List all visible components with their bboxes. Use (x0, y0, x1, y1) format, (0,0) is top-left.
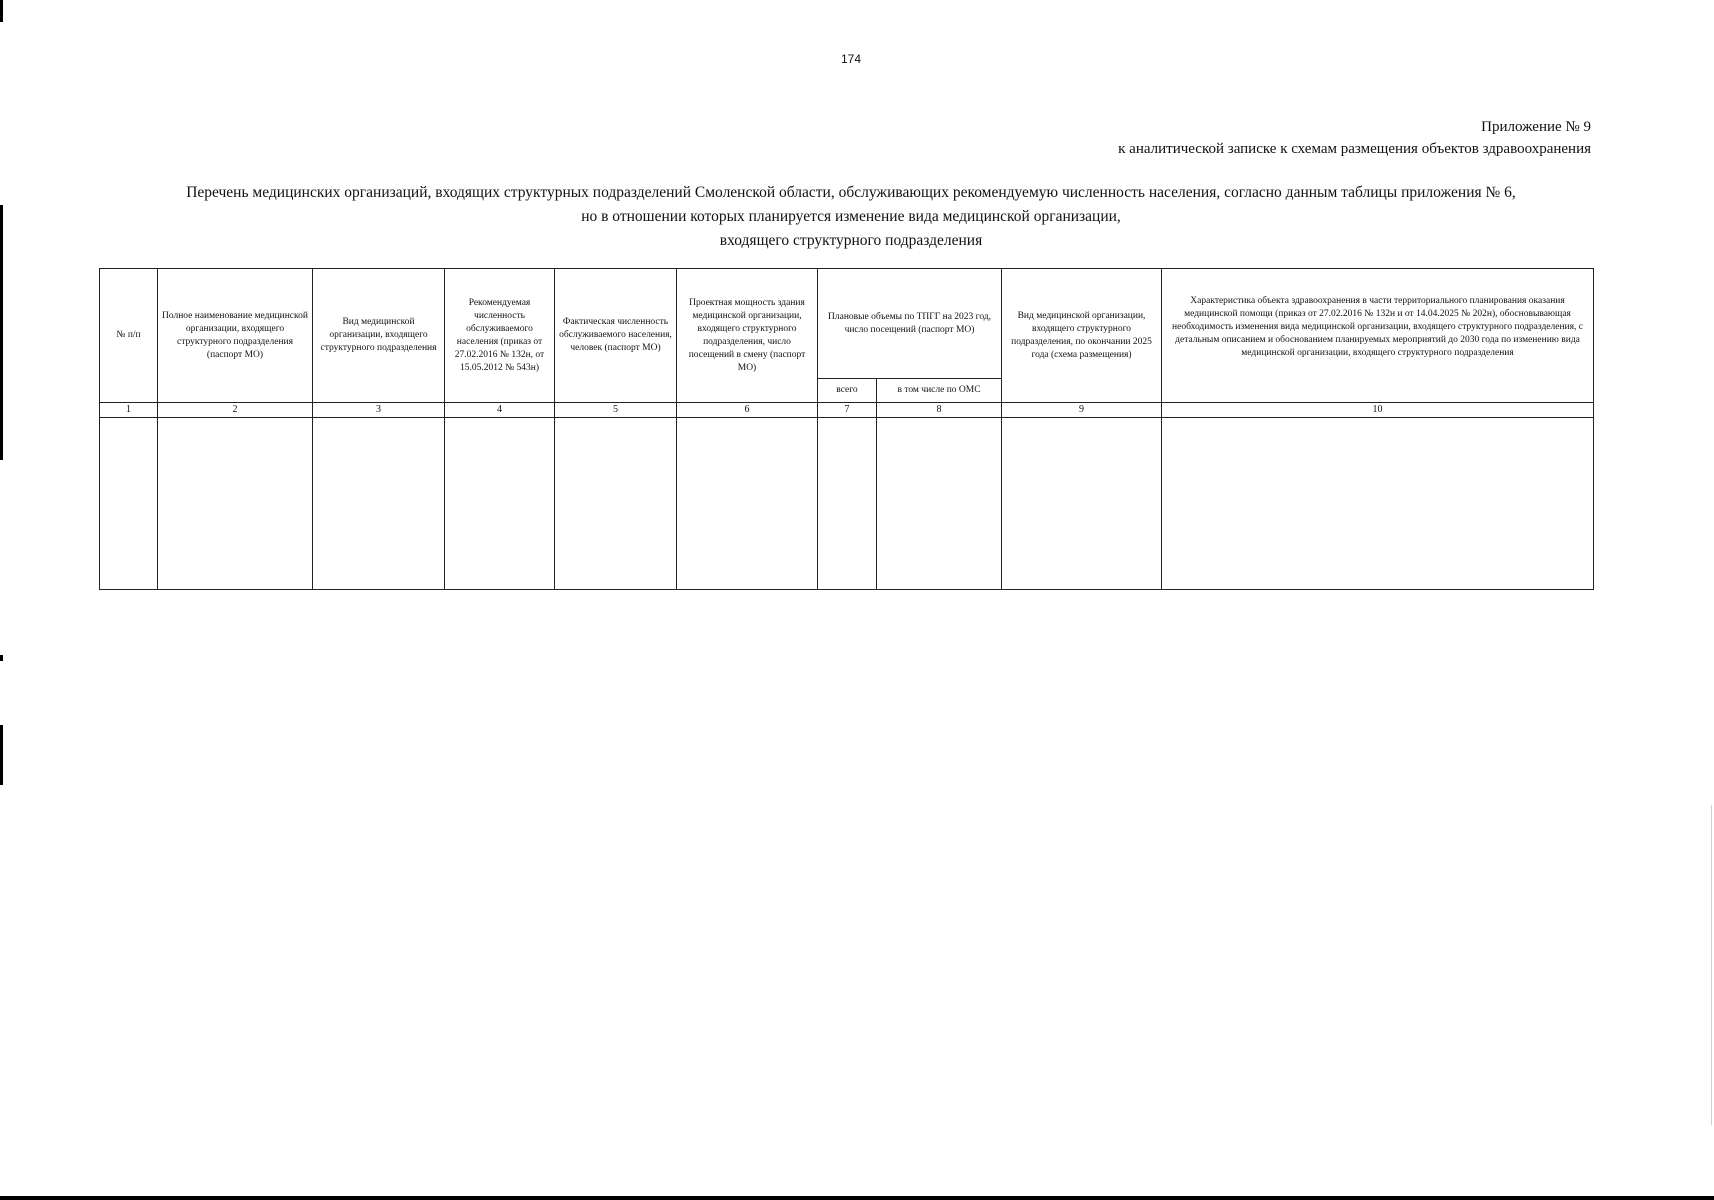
header-col-9: Вид медицинской организации, входящего структурного подразделения, по окончании 2025 года (схема размещения) (1002, 269, 1162, 403)
table-cell (818, 418, 877, 590)
scan-artifact-mark (0, 655, 3, 661)
scan-bottom-edge (0, 1196, 1714, 1200)
header-col-3: Вид медицинской организации, входящего структурного подразделения (313, 269, 445, 403)
column-number: 4 (445, 403, 555, 418)
header-col-10: Характеристика объекта здравоохранения в части территориального планирования оказания медицинской помощи (приказ от 27.02.2016 № 132н и от 14.04.2025 № 202н), обосновывающая необходимость изменения вида медицинской организации, входящего структурного подразделения, с детальным описанием и обоснованием планируемых мероприятий до 2030 года по изменению вида медицинской организации, входящего структурного подразделения (1162, 269, 1594, 403)
column-number: 8 (877, 403, 1002, 418)
column-number: 1 (100, 403, 158, 418)
column-number: 9 (1002, 403, 1162, 418)
table-row (100, 418, 1594, 590)
column-numbers-row (100, 403, 1594, 418)
appendix-subtitle: к аналитической записке к схемам размещения объектов здравоохранения (1118, 141, 1591, 157)
header-col-7-8-group: Плановые объемы по ТПГГ на 2023 год, число посещений (паспорт МО) (818, 269, 1002, 379)
table-cell (877, 418, 1002, 590)
scan-artifact-mark (0, 725, 3, 785)
page-number: 174 (840, 52, 862, 66)
table-cell (445, 418, 555, 590)
appendix-note (1118, 116, 1591, 160)
table-cell (100, 418, 158, 590)
header-col-2: Полное наименование медицинской организации, входящего структурного подразделения (паспорт МО) (158, 269, 313, 403)
header-col-6: Проектная мощность здания медицинской организации, входящего структурного подразделения, число посещений в смену (паспорт МО) (677, 269, 818, 403)
column-number: 2 (158, 403, 313, 418)
organizations-table (99, 268, 1594, 590)
column-number: 10 (1162, 403, 1594, 418)
table-cell (1002, 418, 1162, 590)
scan-artifact-line (1711, 805, 1712, 1125)
header-col-7: всего (818, 379, 877, 403)
column-number: 7 (818, 403, 877, 418)
appendix-label: Приложение № 9 (1481, 119, 1591, 135)
header-col-8: в том числе по ОМС (877, 379, 1002, 403)
title-line-1: Перечень медицинских организаций, входящих структурных подразделений Смоленской области, обслуживающих рекомендуемую численность населения, согласно данным таблицы приложения № 6, (186, 184, 1516, 201)
title-line-2: но в отношении которых планируется изменение вида медицинской организации, (581, 208, 1121, 225)
header-col-4: Рекомендуемая численность обслуживаемого населения (приказ от 27.02.2016 № 132н, от 15.05.2012 № 543н) (445, 269, 555, 403)
column-number: 3 (313, 403, 445, 418)
header-col-5: Фактическая численность обслуживаемого населения, человек (паспорт МО) (555, 269, 677, 403)
table-cell (677, 418, 818, 590)
column-number: 5 (555, 403, 677, 418)
header-col-1: № п/п (100, 269, 158, 403)
document-title (60, 181, 1642, 253)
title-line-3: входящего структурного подразделения (719, 232, 983, 249)
table-cell (158, 418, 313, 590)
column-number: 6 (677, 403, 818, 418)
scan-artifact-mark (0, 0, 3, 22)
scan-artifact-mark (0, 205, 3, 460)
table-cell (1162, 418, 1594, 590)
table-cell (555, 418, 677, 590)
table-cell (313, 418, 445, 590)
